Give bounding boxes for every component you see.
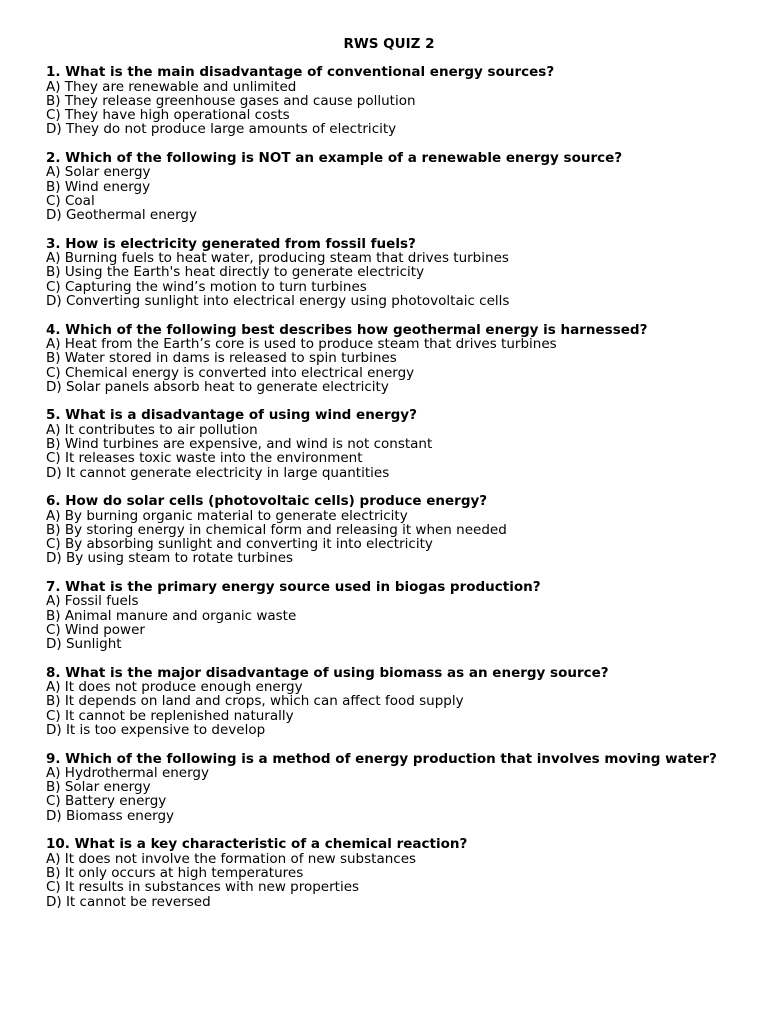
question-1 xyxy=(46,65,728,136)
question-10 xyxy=(46,837,728,908)
page-title: RWS QUIZ 2 xyxy=(343,36,435,52)
question-prompt: How do solar cells (photovoltaic cells) produce energy? xyxy=(65,493,488,510)
answer-option: C) Battery energy xyxy=(46,793,167,810)
answer-option: A) It does not produce enough energy xyxy=(46,679,303,696)
question-prompt: What is the primary energy source used in biogas production? xyxy=(65,578,541,595)
question-prompt: What is a key characteristic of a chemical reaction? xyxy=(74,836,468,853)
answer-option: B) Wind energy xyxy=(46,178,151,195)
question-prompt: Which of the following best describes how geothermal energy is harnessed? xyxy=(65,321,648,338)
answer-option: D) They do not produce large amounts of electricity xyxy=(46,121,397,138)
question-number: 2. xyxy=(46,150,61,167)
question-text xyxy=(46,151,728,165)
question-prompt: What is a disadvantage of using wind energy? xyxy=(65,407,417,424)
answer-option: D) By using steam to rotate turbines xyxy=(46,550,294,567)
answer-option: A) Fossil fuels xyxy=(46,593,139,610)
answer-option: A) Heat from the Earth’s core is used to produce steam that drives turbines xyxy=(46,335,557,352)
question-number: 6. xyxy=(46,493,61,510)
answer-option: C) It releases toxic waste into the environment xyxy=(46,450,363,467)
question-text xyxy=(46,323,728,337)
question-7 xyxy=(46,580,728,651)
question-list xyxy=(46,65,728,909)
question-prompt: Which of the following is NOT an example of a renewable energy source? xyxy=(65,150,623,167)
answer-option: B) Animal manure and organic waste xyxy=(46,607,297,624)
question-prompt: What is the main disadvantage of conventional energy sources? xyxy=(65,64,555,81)
answer-option: C) Wind power xyxy=(46,621,145,638)
answer-option: D) Geothermal energy xyxy=(46,207,197,224)
answer-option: C) Coal xyxy=(46,192,95,209)
question-text xyxy=(46,494,728,508)
answer-option: C) By absorbing sunlight and converting it into electricity xyxy=(46,536,433,553)
answer-option: C) Chemical energy is converted into electrical energy xyxy=(46,364,415,381)
question-number: 5. xyxy=(46,407,61,424)
answer-option: C) They have high operational costs xyxy=(46,107,290,124)
answer-option: B) It only occurs at high temperatures xyxy=(46,864,304,881)
question-text xyxy=(46,666,728,680)
answer-option: C) Capturing the wind’s motion to turn turbines xyxy=(46,278,367,295)
answer-option: B) They release greenhouse gases and cause pollution xyxy=(46,92,416,109)
question-prompt: How is electricity generated from fossil fuels? xyxy=(65,235,416,252)
answer-option: A) Hydrothermal energy xyxy=(46,764,209,781)
answer-option: D) Sunlight xyxy=(46,636,122,653)
question-text xyxy=(46,237,728,251)
answer-option: A) It does not involve the formation of new substances xyxy=(46,850,417,867)
question-2 xyxy=(46,151,728,222)
answer-option: A) It contributes to air pollution xyxy=(46,421,258,438)
question-text xyxy=(46,65,728,79)
question-4 xyxy=(46,323,728,394)
answer-option: D) It is too expensive to develop xyxy=(46,721,266,738)
answer-option: B) Solar energy xyxy=(46,779,151,796)
question-number: 1. xyxy=(46,64,61,81)
question-text xyxy=(46,837,728,851)
answer-option: A) They are renewable and unlimited xyxy=(46,78,297,95)
answer-option: A) By burning organic material to generate electricity xyxy=(46,507,408,524)
question-text xyxy=(46,580,728,594)
answer-option: B) Using the Earth's heat directly to generate electricity xyxy=(46,264,425,281)
answer-option: B) It depends on land and crops, which can affect food supply xyxy=(46,693,464,710)
question-number: 3. xyxy=(46,235,61,252)
answer-option: A) Solar energy xyxy=(46,164,151,181)
question-text xyxy=(46,752,728,766)
question-number: 4. xyxy=(46,321,61,338)
question-3 xyxy=(46,237,728,308)
answer-option: D) Solar panels absorb heat to generate electricity xyxy=(46,378,389,395)
question-number: 8. xyxy=(46,664,61,681)
question-number: 10. xyxy=(46,836,70,853)
answer-option: B) By storing energy in chemical form and releasing it when needed xyxy=(46,521,507,538)
answer-option: D) It cannot generate electricity in large quantities xyxy=(46,464,390,481)
question-prompt: What is the major disadvantage of using biomass as an energy source? xyxy=(65,664,609,681)
question-8 xyxy=(46,666,728,737)
answer-option: B) Wind turbines are expensive, and wind is not constant xyxy=(46,436,433,453)
question-prompt: Which of the following is a method of energy production that involves moving water? xyxy=(65,750,717,767)
question-6 xyxy=(46,494,728,565)
question-text xyxy=(46,408,728,422)
question-9 xyxy=(46,752,728,823)
answer-option: B) Water stored in dams is released to spin turbines xyxy=(46,350,397,367)
answer-option: D) It cannot be reversed xyxy=(46,893,211,910)
answer-option: C) It cannot be replenished naturally xyxy=(46,707,294,724)
answer-option: A) Burning fuels to heat water, producing steam that drives turbines xyxy=(46,250,509,267)
question-number: 7. xyxy=(46,578,61,595)
question-number: 9. xyxy=(46,750,61,767)
answer-option: C) It results in substances with new properties xyxy=(46,879,360,896)
answer-option: D) Biomass energy xyxy=(46,807,175,824)
question-5 xyxy=(46,408,728,479)
answer-option: D) Converting sunlight into electrical energy using photovoltaic cells xyxy=(46,293,510,310)
